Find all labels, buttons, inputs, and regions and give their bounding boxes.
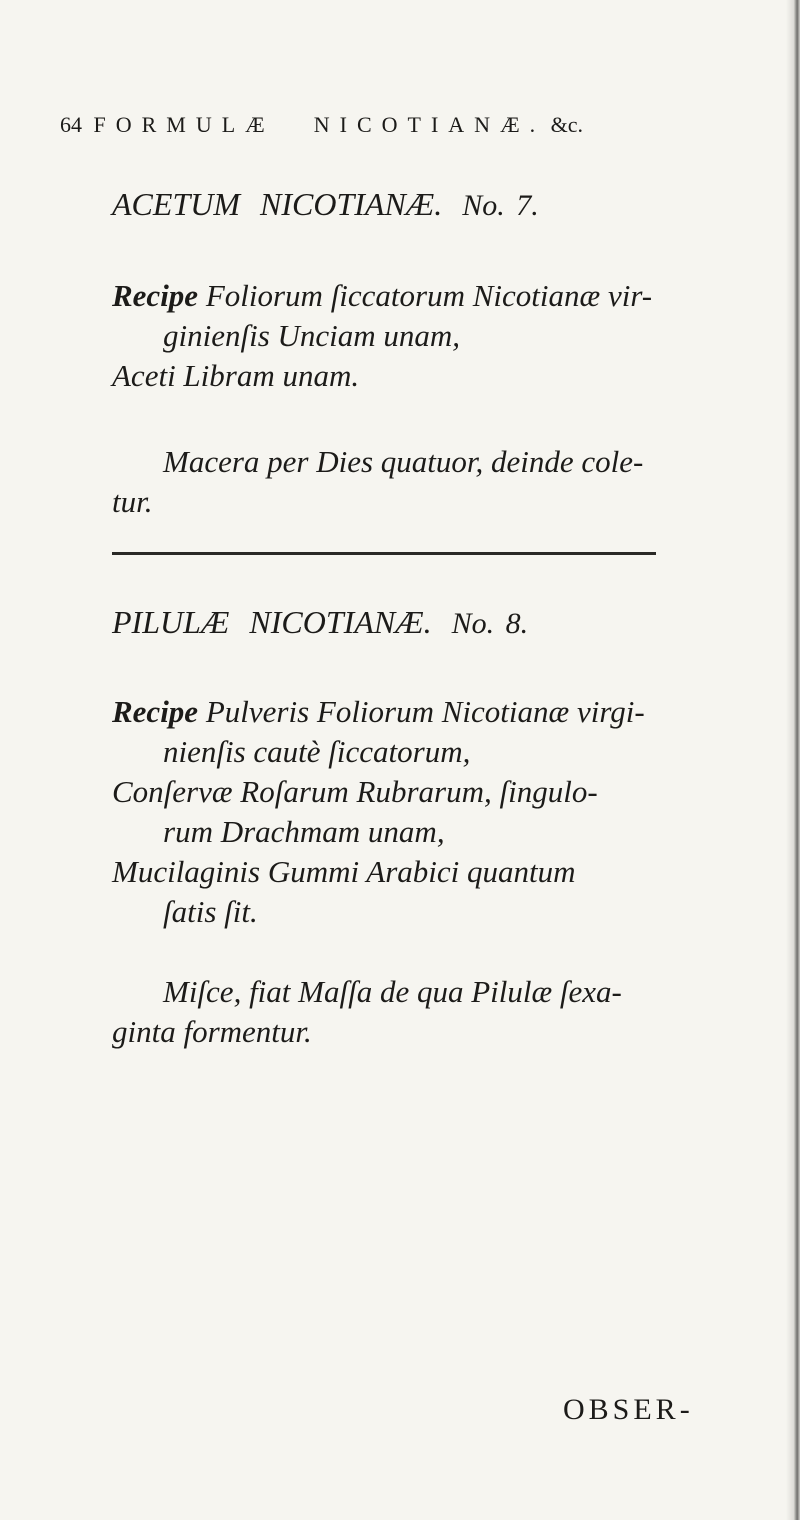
section-heading-pilulae <box>112 604 712 641</box>
recipe-line: ſatis ſit. <box>163 894 258 929</box>
section-number: No. 8. <box>451 607 529 640</box>
page-edge-shadow <box>786 0 800 1520</box>
recipe-line: nienſis cautè ſiccatorum, <box>163 734 471 769</box>
recipe-line: Recipe Pulveris Foliorum Nicotianæ virgi- <box>112 694 645 729</box>
section-title: ACETUM NICOTIANÆ. <box>112 186 443 222</box>
method-line: ginta formentur. <box>112 1014 312 1049</box>
recipe-line: ginienſis Unciam unam, <box>163 318 461 353</box>
recipe-word: Recipe <box>112 694 199 729</box>
running-head-title: FORMULÆ <box>93 112 275 137</box>
section-title: PILULÆ NICOTIANÆ. <box>112 604 432 640</box>
running-head-etc: &c. <box>550 112 584 137</box>
recipe-line: Aceti Libram unam. <box>112 358 360 393</box>
method-line: Macera per Dies quatuor, deinde cole- <box>163 444 644 479</box>
section-number: No. 7. <box>462 189 539 222</box>
recipe-line: Mucilaginis Gummi Arabici quantum <box>112 854 576 889</box>
recipe-line: Recipe Foliorum ſiccatorum Nicotianæ vir- <box>112 278 653 313</box>
recipe-line: rum Drachmam unam, <box>163 814 445 849</box>
recipe-line: Conſervæ Roſarum Rubrarum, ſingulo- <box>112 774 598 809</box>
method-line: tur. <box>112 484 153 519</box>
method-line: Miſce, fiat Maſſa de qua Pilulæ ſexa- <box>163 974 622 1009</box>
running-head-subtitle: NICOTIANÆ. <box>313 112 546 137</box>
running-head <box>60 112 700 138</box>
recipe-word: Recipe <box>112 278 199 313</box>
section-divider <box>112 552 656 555</box>
catchword: OBSER- <box>563 1393 694 1426</box>
section-heading-acetum <box>112 186 712 223</box>
page-number: 64 <box>60 112 82 137</box>
